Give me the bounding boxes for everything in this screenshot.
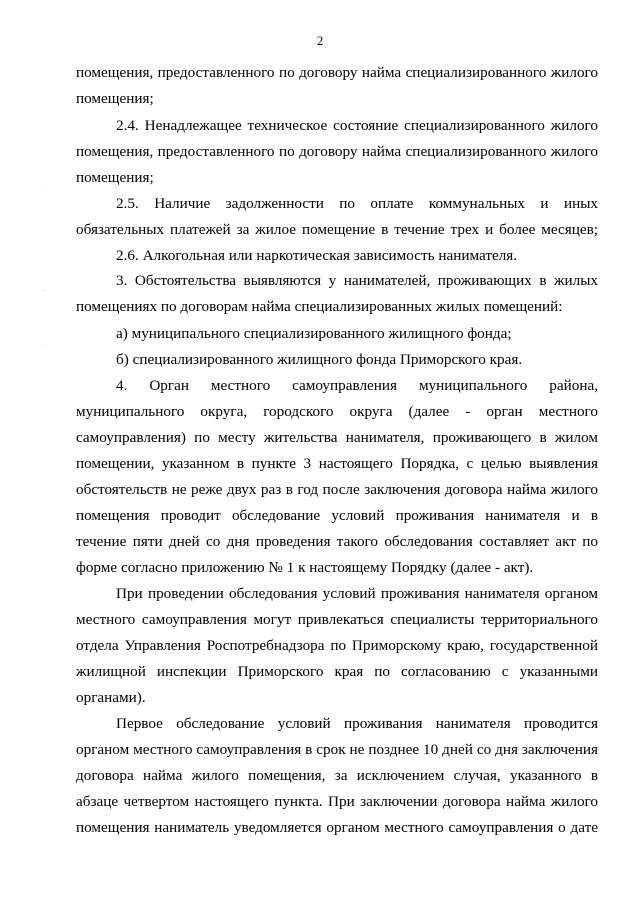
text-line: При проведении обследования условий проживания нанимателя органом — [116, 585, 598, 602]
text-line: жилищной инспекции Приморского края по согласованию с указанными — [76, 663, 598, 680]
text-line: помещения; — [76, 169, 154, 186]
text-line: помещения, предоставленного по договору найма специализированного жилого — [76, 64, 598, 81]
text-line: самоуправления) по месту жительства нанимателя, проживающего в жилом — [76, 429, 598, 446]
text-line: помещения; — [76, 90, 154, 107]
page-number: 2 — [316, 33, 324, 48]
text-line: а) муниципального специализированного жилищного фонда; — [116, 325, 512, 342]
scan-speck — [44, 290, 45, 291]
text-line: помещения, предоставленного по договору найма специализированного жилого — [76, 143, 598, 160]
text-line: абзаце четвертом настоящего пункта. При заключении договора найма жилого — [76, 793, 598, 810]
text-line: помещения наниматель уведомляется органом местного самоуправления о дате — [76, 819, 598, 836]
text-line: муниципального округа, городского округа (далее - орган местного — [76, 403, 598, 420]
text-line: помещения проводит обследование условий проживания нанимателя и в — [76, 507, 598, 524]
scan-speck — [44, 188, 45, 189]
text-line: б) специализированного жилищного фонда Приморского края. — [116, 351, 523, 368]
text-line: 4. Орган местного самоуправления муниципального района, — [116, 377, 598, 394]
text-line: местного самоуправления могут привлекаться специалисты территориального — [76, 611, 598, 628]
text-line: Первое обследование условий проживания нанимателя проводится — [116, 715, 598, 732]
text-line: течение пяти дней со дня проведения такого обследования составляет акт по — [76, 533, 598, 550]
scan-speck — [44, 345, 45, 346]
text-line: помещении, указанном в пункте 3 настоящего Порядка, с целью выявления — [76, 455, 598, 472]
text-line: форме согласно приложению № 1 к настоящему Порядку (далее - акт). — [76, 559, 534, 576]
text-line: отдела Управления Роспотребнадзора по Приморскому краю, государственной — [76, 637, 598, 654]
text-line: 3. Обстоятельства выявляются у нанимателей, проживающих в жилых — [116, 272, 598, 289]
text-line: обязательных платежей за жилое помещение в течение трех и более месяцев; — [76, 221, 598, 238]
text-line: 2.6. Алкогольная или наркотическая зависимость нанимателя. — [116, 247, 518, 264]
text-line: органом местного самоуправления в срок не позднее 10 дней со дня заключения — [76, 741, 598, 758]
text-line: 2.5. Наличие задолженности по оплате коммунальных и иных — [116, 195, 598, 212]
text-line: обстоятельств не реже двух раз в год после заключения договора найма жилого — [76, 481, 598, 498]
text-line: договора найма жилого помещения, за исключением случая, указанного в — [76, 767, 598, 784]
text-line: 2.4. Ненадлежащее техническое состояние специализированного жилого — [116, 117, 598, 134]
text-line: органами). — [76, 689, 146, 706]
text-line: помещениях по договорам найма специализированных жилых помещений: — [76, 298, 563, 315]
